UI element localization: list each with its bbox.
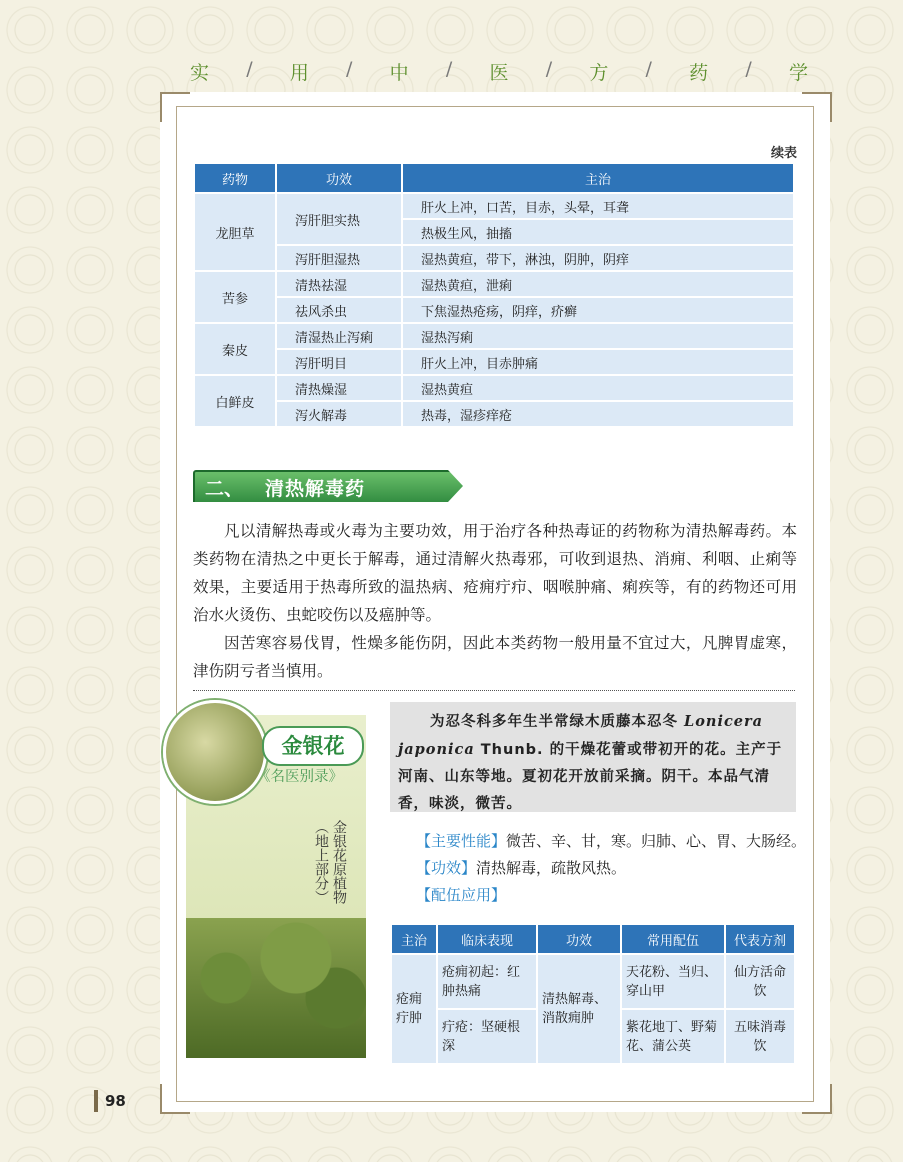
effect-cell: 清热燥湿 <box>276 375 402 401</box>
table-row <box>391 954 795 1009</box>
indication-cell: 肝火上冲，目赤肿痛 <box>402 349 794 375</box>
combo-cell: 天花粉、当归、穿山甲 <box>621 954 725 1009</box>
table-row <box>194 323 794 349</box>
effect-cell: 泻肝胆湿热 <box>276 245 402 271</box>
application-line: 【配伍应用】 <box>416 886 507 904</box>
caption-main: 金银花原植物 <box>331 820 347 904</box>
dotted-divider <box>193 690 795 691</box>
continued-label: 续表 <box>770 146 797 161</box>
drug-cell: 秦皮 <box>194 323 276 375</box>
caption-sub: （地上部分） <box>313 820 329 904</box>
table-row <box>194 297 794 323</box>
formula-cell: 五味消毒饮 <box>725 1009 795 1064</box>
indication-cell: 湿热泻痢 <box>402 323 794 349</box>
table-header-row <box>194 163 794 193</box>
column-header: 临床表现 <box>437 924 537 954</box>
symptom-cell: 疔疮：坚硬根深 <box>437 1009 537 1064</box>
effect-cell: 祛风杀虫 <box>276 297 402 323</box>
indication-cell: 下焦湿热疮疡，阴痒，疥癣 <box>402 297 794 323</box>
indication-cell: 湿热黄疸，泄痢 <box>402 271 794 297</box>
column-header: 主治 <box>391 924 437 954</box>
herb-source: 《名医别录》 <box>256 769 343 785</box>
indication-cell: 肝火上冲，口苦，目赤，头晕，耳聋 <box>402 193 794 219</box>
application-table <box>390 923 796 1065</box>
formula-cell: 仙方活命饮 <box>725 954 795 1009</box>
table-row <box>194 401 794 427</box>
table-row <box>194 193 794 219</box>
main-indication-cell: 疮痈疔肿 <box>391 954 437 1064</box>
column-header: 药物 <box>194 163 276 193</box>
drug-cell: 龙胆草 <box>194 193 276 271</box>
effect-cell: 清热祛湿 <box>276 271 402 297</box>
column-header: 功效 <box>537 924 621 954</box>
section-number: 二、 <box>205 478 244 500</box>
table-row <box>194 271 794 297</box>
effect-cell: 泻火解毒 <box>276 401 402 427</box>
table-row <box>194 349 794 375</box>
page-number-bar <box>94 1090 98 1112</box>
column-header: 主治 <box>402 163 794 193</box>
indication-cell: 热毒，湿疹痒疮 <box>402 401 794 427</box>
effect-line: 【功效】清热解毒，疏散风热。 <box>416 859 627 877</box>
effect-cell: 清湿热止泻痢 <box>276 323 402 349</box>
header-char: 学 <box>788 62 810 84</box>
image-caption <box>312 820 348 904</box>
herb-description-box <box>390 702 796 812</box>
herb-name: 金银花 <box>262 726 364 766</box>
drug-cell: 白鲜皮 <box>194 375 276 427</box>
table-row <box>194 375 794 401</box>
body-paragraph: 因苦寒容易伐胃，性燥多能伤阴，因此本类药物一般用量不宜过大，凡脾胃虚寒，津伤阴亏者当慎用。 <box>193 634 797 680</box>
body-paragraph: 凡以清解热毒或火毒为主要功效，用于治疗各种热毒证的药物称为清热解毒药。本类药物在清热之中更长于解毒，通过清解火热毒邪，可收到退热、消痈、利咽、止痢等效果，主要适用于热毒所致的温热病、疮痈疔疖、咽喉肿痛、痢疾等，有的药物还可用治水火烫伤、虫蛇咬伤以及癌肿等。 <box>193 522 797 624</box>
herb-table <box>193 162 795 428</box>
header-char: 药 <box>689 62 711 84</box>
indication-cell: 热极生风，抽搐 <box>402 219 794 245</box>
column-header: 常用配伍 <box>621 924 725 954</box>
plant-photo <box>186 918 366 1058</box>
effect-cell: 清热解毒、消散痈肿 <box>537 954 621 1064</box>
indication-cell: 湿热黄疸 <box>402 375 794 401</box>
page-number: 98 <box>105 1092 126 1110</box>
symptom-cell: 疮痈初起：红肿热痛 <box>437 954 537 1009</box>
column-header: 功效 <box>276 163 402 193</box>
table-row <box>194 245 794 271</box>
header-char: 用 <box>289 62 311 84</box>
latin-name: Lonicera japonica <box>398 713 764 758</box>
effect-cell: 泻肝胆实热 <box>276 193 402 245</box>
section-title: 清热解毒药 <box>265 478 366 500</box>
indication-cell: 湿热黄疸，带下，淋浊，阴肿，阴痒 <box>402 245 794 271</box>
header-char: 中 <box>389 62 411 84</box>
drug-cell: 苦参 <box>194 271 276 323</box>
table-header-row <box>391 924 795 954</box>
herb-description: 为忍冬科多年生半常绿木质藤本忍冬 Lonicera japonica Thunb. 的干燥花蕾或带初开的花。主产于河南、山东等地。夏初花开放前采摘。阴干。本品气清香，味淡，微苦。 <box>398 713 783 812</box>
header-char: 实 <box>190 62 212 84</box>
section-heading <box>193 470 478 504</box>
header-char: 方 <box>589 62 611 84</box>
effect-cell: 泻肝明目 <box>276 349 402 375</box>
property-line: 【主要性能】微苦、辛、甘，寒。归肺、心、胃、大肠经。 <box>416 832 807 850</box>
running-header: 实 / 用 / 中 / 医 / 方 / 药 / 学 <box>190 58 810 84</box>
column-header: 代表方剂 <box>725 924 795 954</box>
combo-cell: 紫花地丁、野菊花、蒲公英 <box>621 1009 725 1064</box>
header-char: 医 <box>489 62 511 84</box>
flower-photo <box>163 700 267 804</box>
